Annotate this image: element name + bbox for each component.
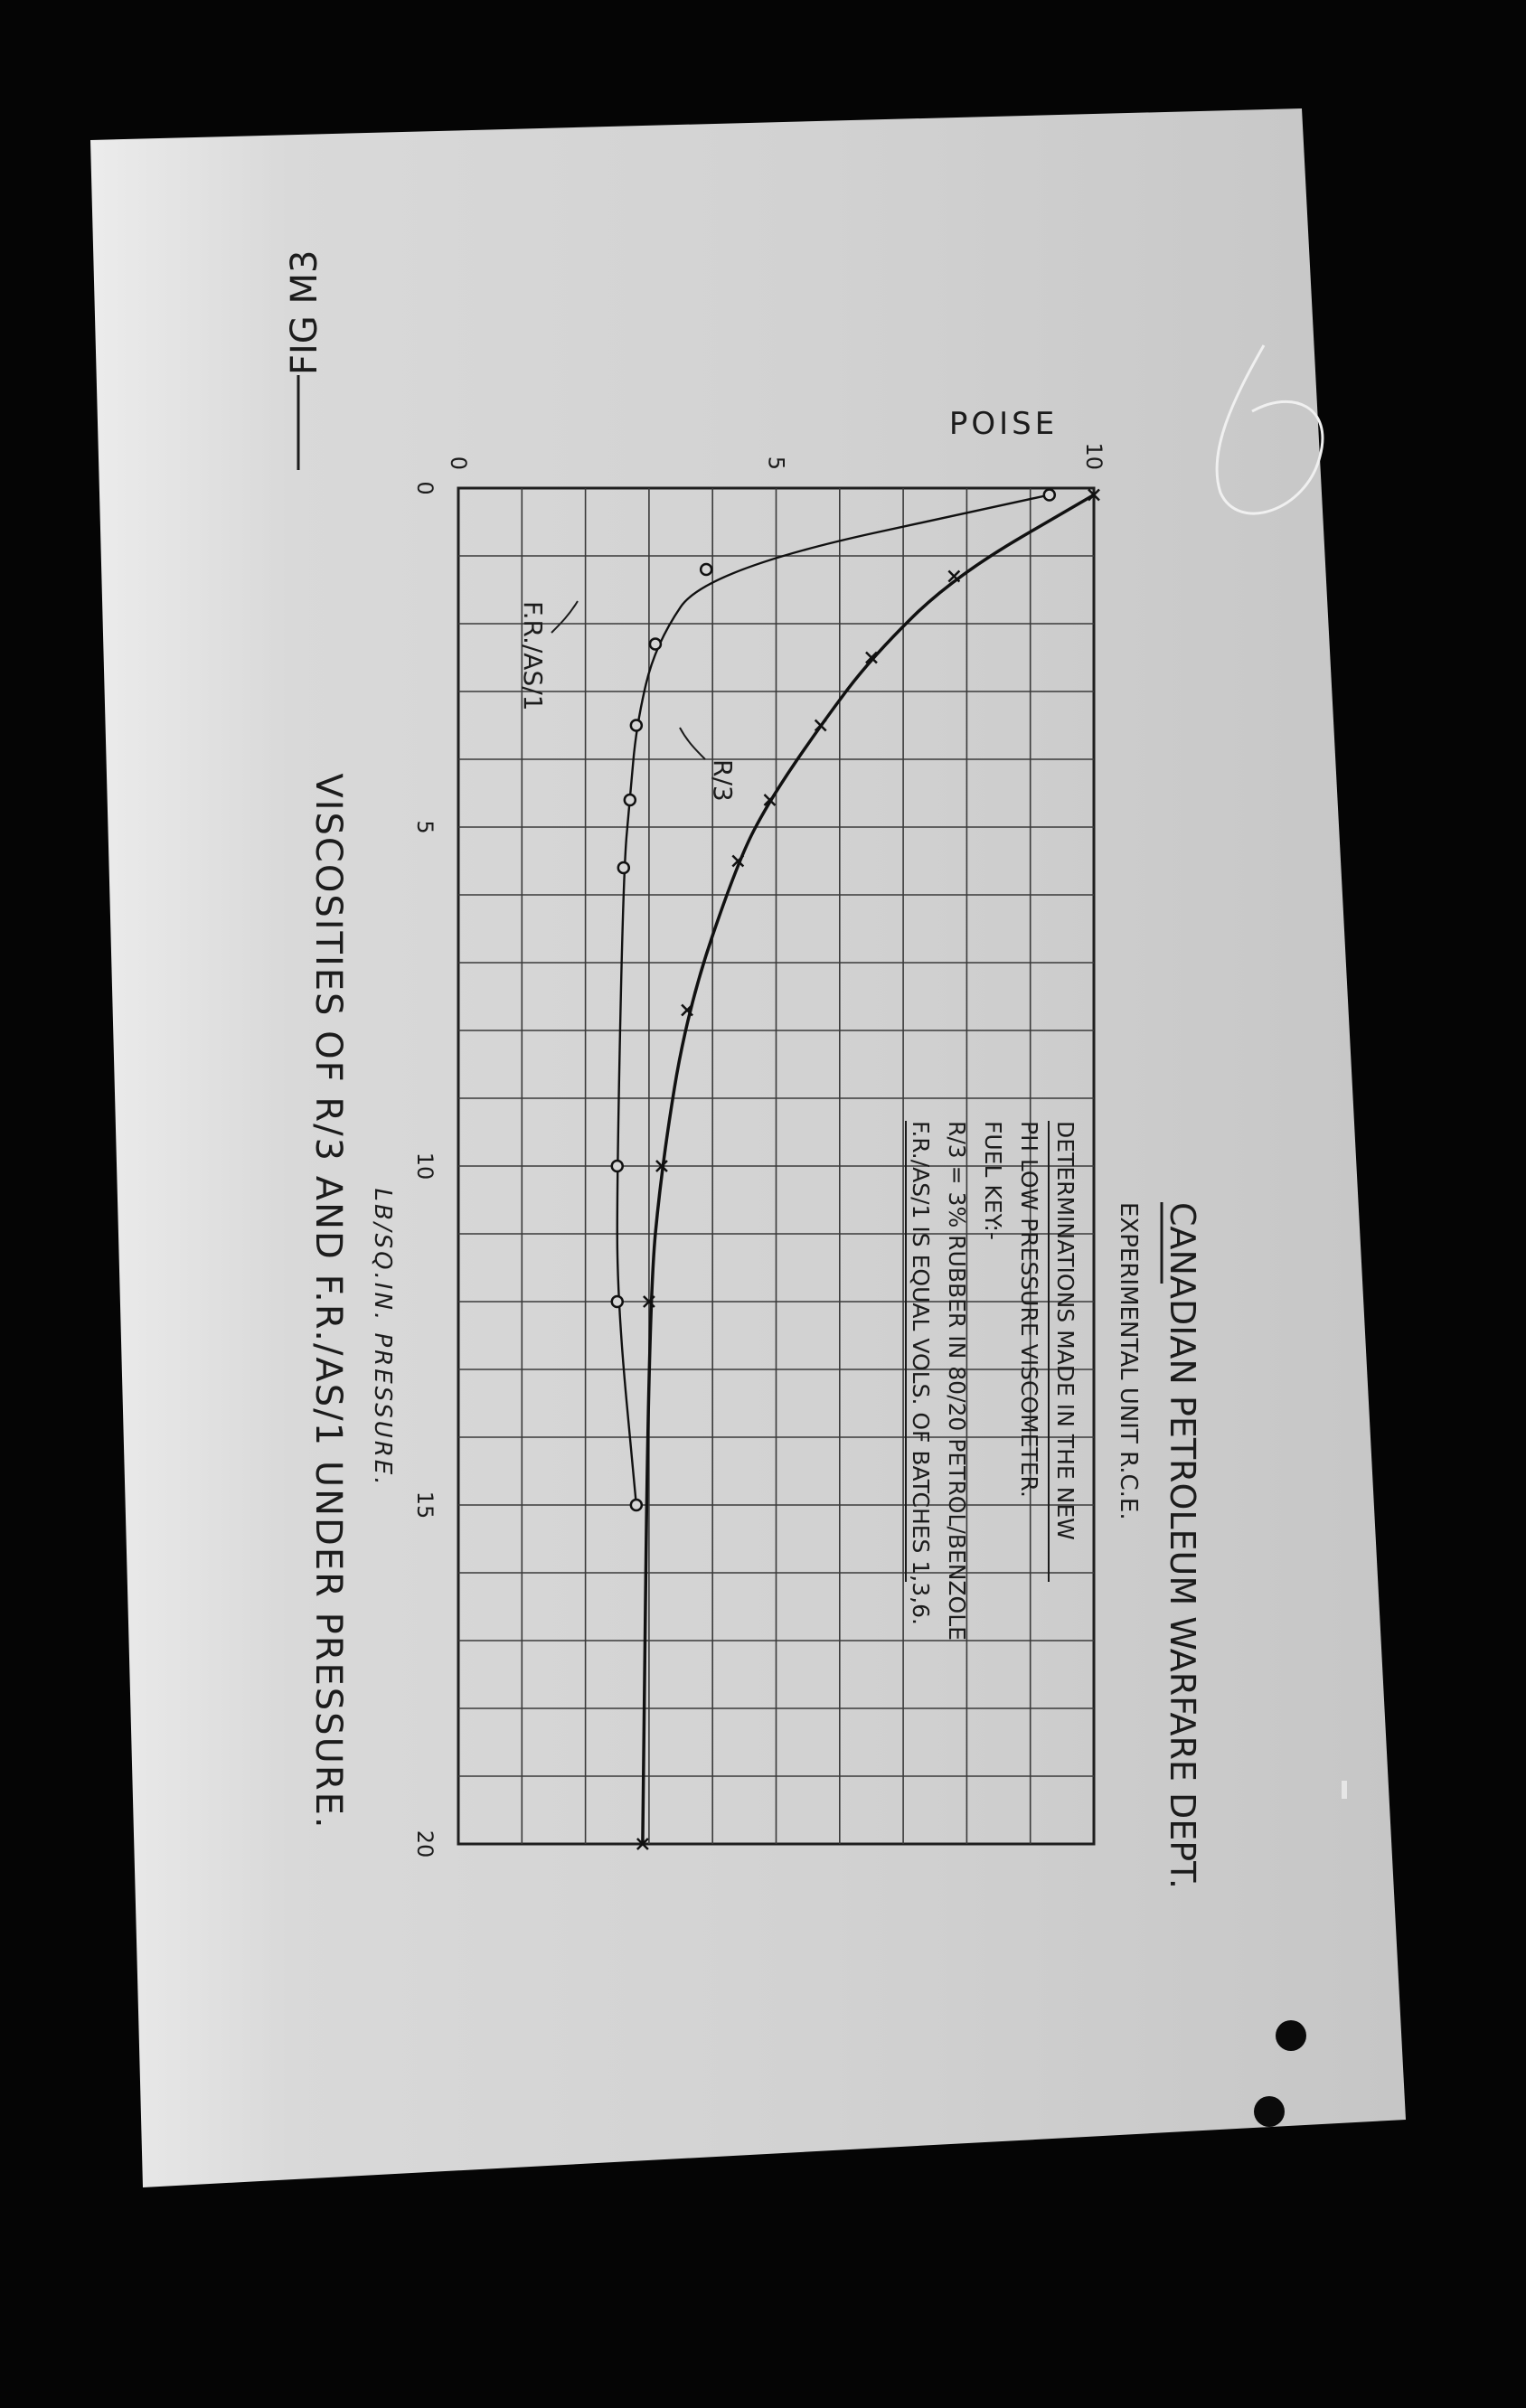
- data-point-frasl: [650, 639, 661, 650]
- data-point-frasl: [625, 795, 636, 805]
- binding-hole: [1254, 2096, 1285, 2127]
- notes-line-3: FUEL KEY:-: [980, 1121, 1006, 1240]
- data-point-frasl: [701, 564, 711, 575]
- x-tick-label: 0: [412, 481, 438, 495]
- data-point-frasl: [1044, 490, 1055, 501]
- data-point-frasl: [631, 720, 642, 731]
- x-tick-label: 15: [412, 1491, 438, 1519]
- y-tick-label: 0: [446, 456, 471, 470]
- x-tick-label: 10: [412, 1152, 438, 1180]
- organization-title: CANADIAN PETROLEUM WARFARE DEPT.: [1163, 1202, 1202, 1889]
- series-annotation-r3: R/3: [708, 759, 738, 802]
- binding-hole: [1276, 2020, 1306, 2051]
- data-point-frasl: [612, 1161, 623, 1171]
- data-point-frasl: [612, 1296, 623, 1307]
- x-axis-label: LB/SQ.IN. PRESSURE.: [369, 1188, 396, 1488]
- chart-title: VISCOSITIES OF R/3 AND F.R./AS/1 UNDER PRESSURE.: [307, 773, 349, 1830]
- figure-label: FIG M3: [284, 249, 325, 375]
- unit-subtitle: EXPERIMENTAL UNIT R.C.E.: [1115, 1202, 1142, 1520]
- notes-line-1: DETERMINATIONS MADE IN THE NEW: [1052, 1121, 1079, 1540]
- notes-line-2: PH LOW PRESSURE VISCOMETER.: [1016, 1121, 1042, 1498]
- series-annotation-frasl: F.R./AS/1: [518, 601, 548, 711]
- film-mark: [1342, 1781, 1347, 1799]
- notes-line-5: F.R./AS/1 IS EQUAL VOLS. OF BATCHES 1,3,6.: [908, 1121, 934, 1625]
- x-tick-label: 5: [412, 820, 438, 834]
- notes-line-4: R/3 = 3% RUBBER IN 80/20 PETROL/BENZOLE: [944, 1121, 970, 1641]
- y-tick-label: 10: [1081, 442, 1107, 470]
- data-point-frasl: [631, 1500, 642, 1510]
- y-tick-label: 5: [763, 456, 789, 470]
- data-point-frasl: [618, 862, 629, 873]
- paper-sheet: [90, 108, 1406, 2187]
- x-tick-label: 20: [412, 1830, 438, 1858]
- y-axis-label: POISE: [948, 406, 1059, 442]
